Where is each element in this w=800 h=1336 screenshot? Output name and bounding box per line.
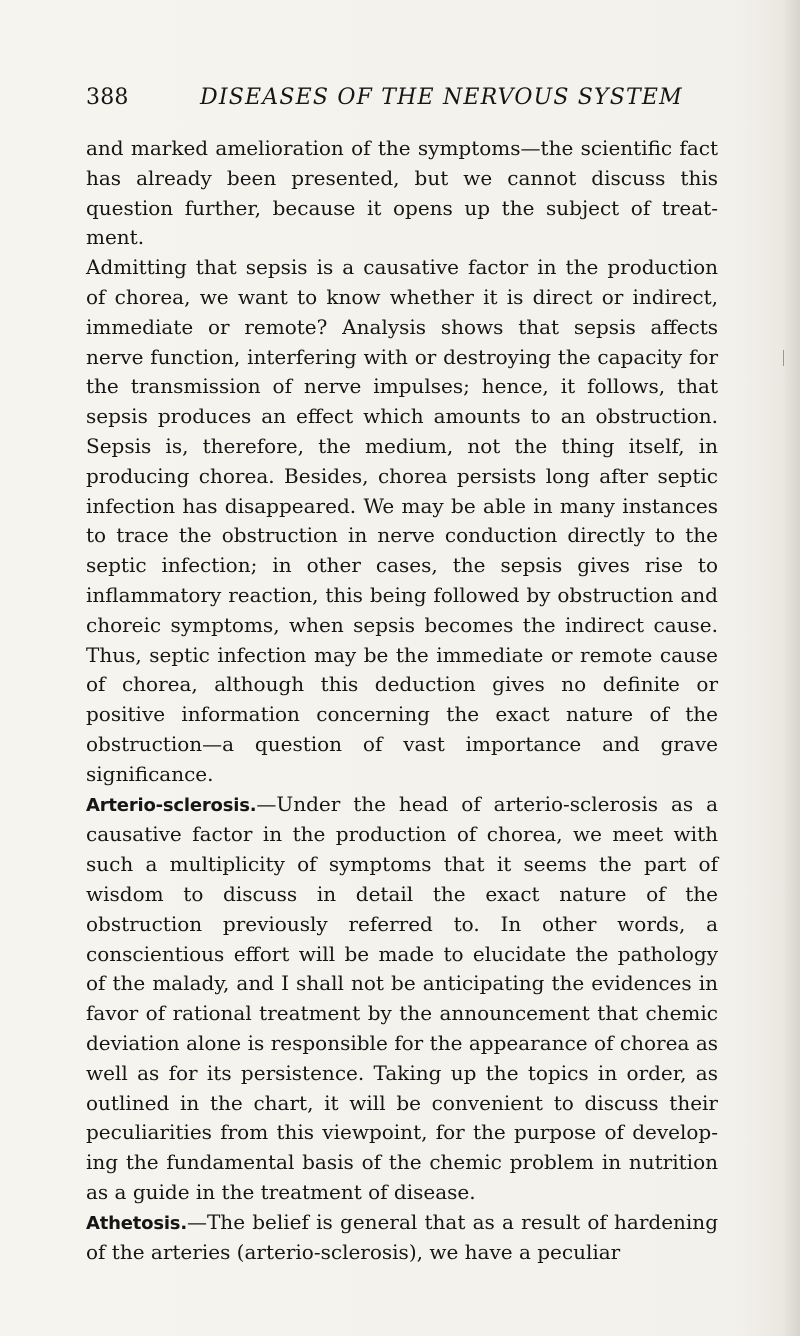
paragraph-text: —Under the head of arterio-sclerosis as a causative factor in the production of chorea, we meet with such a multiplicity of symptoms that it seems the part of wisdom to discuss in detail the exact nature of the obstruction previously referred to. In other words, a conscientious effort will be made to elucidate the pathology of the malady, and I shall not be anticipating the evidences in favor of rational treatment by the announcement that chemic deviation alone is responsible for the appearance of chorea as well as for its persistence. Taking up the topics in order, as outlined in the chart, it will be convenient to discuss their peculiarities from this viewpoint, for the purpose of developing the fundamental basis of the chemic problem in nutrition as a guide in the treatment of disease. bbox=[86, 791, 718, 1204]
running-head: DISEASES OF THE NERVOUS SYSTEM bbox=[200, 85, 683, 110]
paragraph-text: Admitting that sepsis is a causative factor in the production of chorea, we want to know whether it is direct or indirect, immediate or remote? Analysis shows that sepsis affects nerve function, interfering with or destroying the capacity for the transmission of nerve impulses; hence, it follows, that sepsis produces an effect which amounts to an obstruction. Sepsis is, therefore, the medium, not the thing itself, in producing chorea. Besides, chorea persists long after septic infection has disappeared. We may be able in many instances to trace the obstruction in nerve conduction directly to the septic infection; in other cases, the sepsis gives rise to inflammatory reaction, this being followed by obstruction and choreic symptoms, when sepsis becomes the indirect cause. Thus, septic infection may be the immediate or remote cause of chorea, although this deduction gives no definite or positive information concerning the exact nature of the obstruction—a question of vast importance and grave significance. bbox=[86, 255, 718, 786]
page-number: 388 bbox=[86, 85, 129, 110]
paragraph-arterio-sclerosis bbox=[86, 790, 718, 1208]
paragraph-text: and marked amelioration of the symptoms—the scientific fact has already been presented, but we cannot discuss this question further, because it opens up the subject of treatment. bbox=[86, 136, 718, 250]
body-text bbox=[86, 134, 718, 1268]
paragraph-text: —The belief is general that as a result of hardening of the arteries (arterio-sclerosis), we have a peculiar bbox=[86, 1209, 718, 1265]
section-heading: Athetosis. bbox=[86, 1212, 187, 1234]
margin-mark bbox=[783, 350, 784, 366]
page-header bbox=[86, 80, 718, 116]
paragraph-sepsis bbox=[86, 253, 718, 789]
paragraph-continuation bbox=[86, 134, 718, 253]
paragraph-athetosis bbox=[86, 1208, 718, 1269]
section-heading: Arterio-sclerosis. bbox=[86, 794, 257, 816]
page-edge-shadow bbox=[782, 0, 800, 1336]
